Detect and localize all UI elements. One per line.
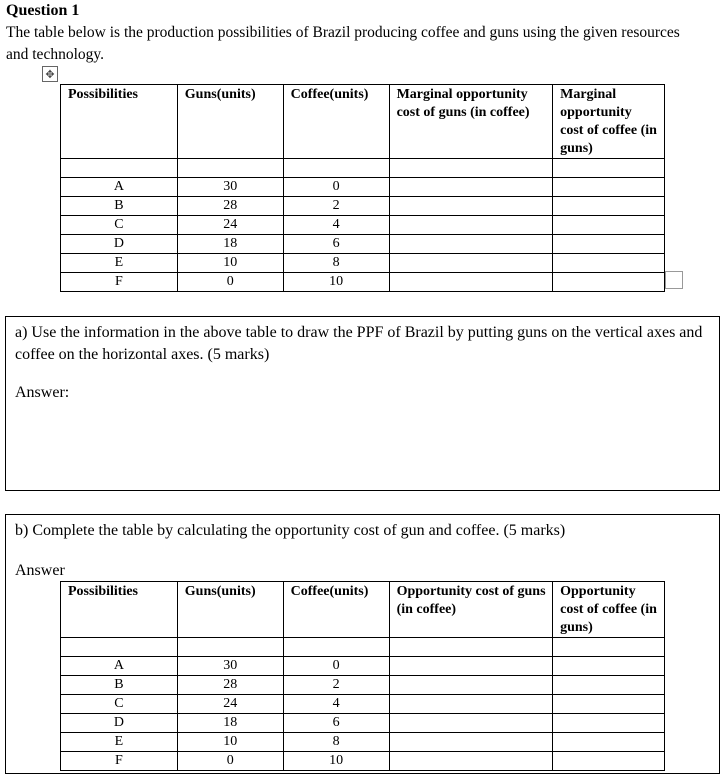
possibility-cell: F — [61, 752, 178, 771]
possibility-cell: F — [61, 273, 178, 292]
coffee-cell: 4 — [283, 216, 389, 235]
coffee-cell: 8 — [283, 733, 389, 752]
coffee-cell: 2 — [283, 197, 389, 216]
guns-cell: 30 — [177, 657, 283, 676]
empty-answer-cell — [389, 714, 553, 733]
resize-handle-icon[interactable] — [665, 271, 683, 289]
guns-cell: 30 — [177, 178, 283, 197]
empty-answer-cell — [553, 178, 665, 197]
part-a-text: a) Use the information in the above table to draw the PPF of Brazil by putting guns on the vertical axes and coffee on the horizontal axes. (5 marks) — [15, 324, 703, 363]
guns-cell: 28 — [177, 676, 283, 695]
coffee-cell: 6 — [283, 235, 389, 254]
part-a-box — [5, 316, 720, 491]
empty-answer-cell — [553, 235, 665, 254]
part-b-text: b) Complete the table by calculating the opportunity cost of gun and coffee. (5 marks) — [15, 522, 566, 539]
empty-answer-cell — [389, 197, 553, 216]
empty-answer-cell — [553, 216, 665, 235]
table-row — [61, 676, 665, 695]
header-moc-guns: Marginal opportunity cost of guns (in coffee) — [389, 85, 553, 159]
ppf-table-2 — [60, 581, 665, 771]
empty-answer-cell — [553, 695, 665, 714]
empty-answer-cell — [389, 216, 553, 235]
possibility-cell: E — [61, 733, 178, 752]
table-row — [61, 752, 665, 771]
guns-cell: 24 — [177, 695, 283, 714]
table-row — [61, 254, 665, 273]
coffee-cell: 2 — [283, 676, 389, 695]
empty-answer-cell — [553, 273, 665, 292]
move-handle-icon[interactable]: ✥ — [42, 66, 58, 82]
guns-cell: 18 — [177, 235, 283, 254]
empty-answer-cell — [389, 657, 553, 676]
header-coffee: Coffee(units) — [283, 85, 389, 159]
empty-answer-cell — [389, 676, 553, 695]
table-row — [61, 714, 665, 733]
coffee-cell: 8 — [283, 254, 389, 273]
coffee-cell: 6 — [283, 714, 389, 733]
header-moc-coffee: Marginal opportunity cost of coffee (in guns) — [553, 85, 665, 159]
possibility-cell: B — [61, 676, 178, 695]
empty-answer-cell — [553, 197, 665, 216]
guns-cell: 0 — [177, 273, 283, 292]
table-row — [61, 273, 665, 292]
empty-answer-cell — [553, 254, 665, 273]
coffee-cell: 0 — [283, 657, 389, 676]
header-oc-guns: Opportunity cost of guns (in coffee) — [389, 582, 553, 638]
empty-answer-cell — [389, 178, 553, 197]
guns-cell: 24 — [177, 216, 283, 235]
possibility-cell: C — [61, 695, 178, 714]
ppf-table-1 — [60, 84, 665, 292]
guns-cell: 10 — [177, 254, 283, 273]
table-row — [61, 178, 665, 197]
empty-answer-cell — [389, 254, 553, 273]
table-row — [61, 657, 665, 676]
table-row — [61, 216, 665, 235]
table-row — [61, 197, 665, 216]
coffee-cell: 0 — [283, 178, 389, 197]
empty-answer-cell — [553, 752, 665, 771]
empty-answer-cell — [553, 676, 665, 695]
possibility-cell: D — [61, 235, 178, 254]
question-intro: The table below is the production possibilities of Brazil producing coffee and guns using the given resources and technology. — [6, 24, 680, 63]
header-guns: Guns(units) — [177, 582, 283, 638]
header-possibilities: Possibilities — [61, 582, 178, 638]
possibility-cell: E — [61, 254, 178, 273]
header-guns: Guns(units) — [177, 85, 283, 159]
part-b-answer-label: Answer — [15, 562, 65, 579]
coffee-cell: 10 — [283, 752, 389, 771]
header-coffee: Coffee(units) — [283, 582, 389, 638]
guns-cell: 10 — [177, 733, 283, 752]
empty-answer-cell — [389, 235, 553, 254]
possibility-cell: B — [61, 197, 178, 216]
empty-answer-cell — [389, 733, 553, 752]
part-a-answer-label: Answer: — [15, 384, 70, 401]
header-possibilities: Possibilities — [61, 85, 178, 159]
possibility-cell: D — [61, 714, 178, 733]
guns-cell: 28 — [177, 197, 283, 216]
empty-answer-cell — [389, 752, 553, 771]
possibility-cell: A — [61, 178, 178, 197]
empty-answer-cell — [389, 695, 553, 714]
coffee-cell: 4 — [283, 695, 389, 714]
coffee-cell: 10 — [283, 273, 389, 292]
table-row — [61, 235, 665, 254]
empty-answer-cell — [389, 273, 553, 292]
table-row — [61, 695, 665, 714]
possibility-cell: A — [61, 657, 178, 676]
possibility-cell: C — [61, 216, 178, 235]
guns-cell: 0 — [177, 752, 283, 771]
table-row — [61, 733, 665, 752]
question-title: Question 1 — [6, 2, 80, 19]
empty-answer-cell — [553, 657, 665, 676]
header-oc-coffee: Opportunity cost of coffee (in guns) — [553, 582, 665, 638]
guns-cell: 18 — [177, 714, 283, 733]
empty-answer-cell — [553, 733, 665, 752]
empty-answer-cell — [553, 714, 665, 733]
